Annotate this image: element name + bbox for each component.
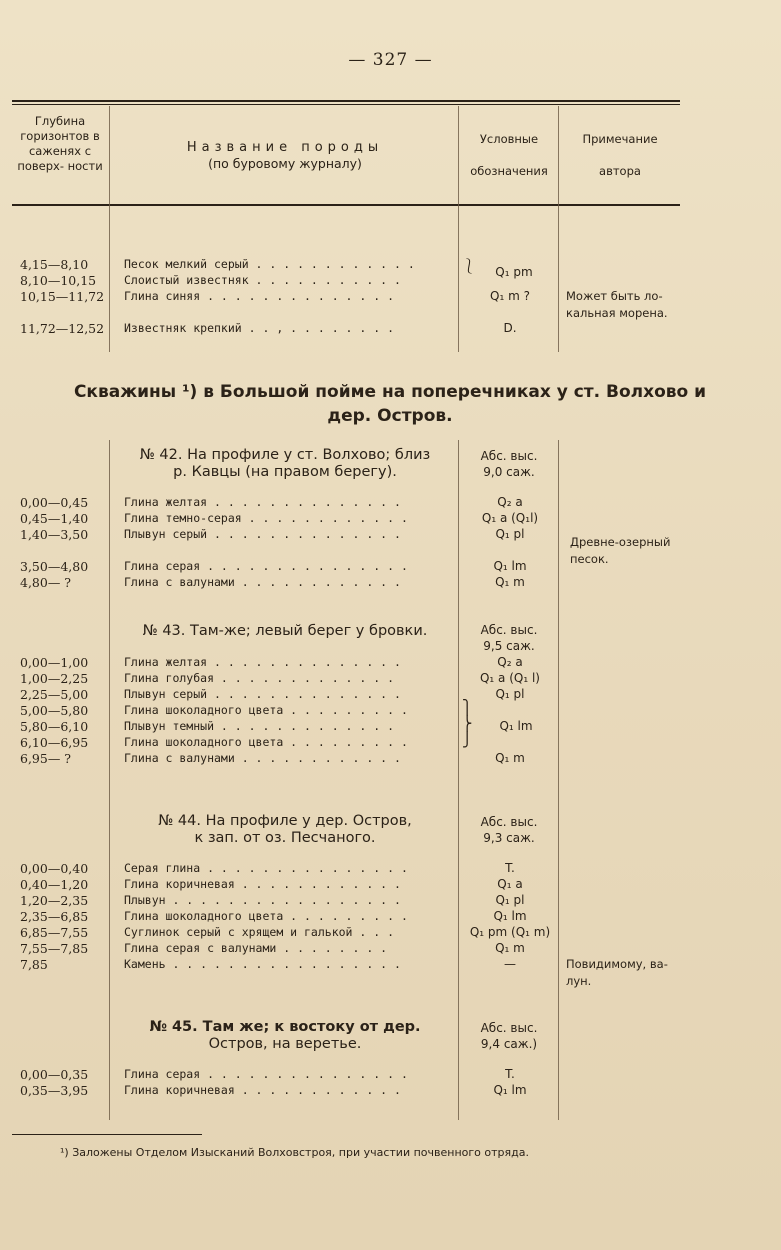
table-row: 10,15—11,72 Глина синяя . . . . . . . . . . . . . . Q₁ m ?	[20, 289, 530, 304]
table-row: 0,00—1,00 Глина желтая . . . . . . . . . . . . . . Q₂ a	[20, 655, 523, 670]
abs-height-label: Абс. выс.	[480, 449, 538, 463]
page-number: — 327 —	[348, 50, 433, 70]
abs-height-label: Абс. выс.	[480, 815, 538, 829]
abs-height-value: 9,5 саж.	[483, 639, 535, 653]
col-line	[109, 106, 110, 352]
footnote: ¹) Заложены Отделом Изысканий Волховстроя, при участии почвенного отряда.	[60, 1146, 529, 1159]
header-top-rule	[12, 100, 680, 102]
section-title-line2: дер. Остров.	[327, 406, 453, 426]
section-title: Скважины ¹) в Большой пойме на поперечниках у ст. Волхово и	[73, 382, 707, 402]
footnote-rule	[12, 1134, 202, 1135]
table-row: 0,40—1,20 Глина коричневая . . . . . . . . . . . . Q₁ a	[20, 877, 523, 892]
header-notes-a: Примечание	[582, 132, 658, 146]
header-rock-sub: (по буровому журналу)	[208, 156, 362, 171]
abs-height-label: Абс. выс.	[480, 1021, 538, 1035]
table-row: 0,00—0,45 Глина желтая . . . . . . . . . . . . . . Q₂ a	[20, 495, 523, 510]
table-row: 4,15—8,10 Песок мелкий серый . . . . . . . . . . . .	[20, 257, 415, 272]
table-row: 11,72—12,52 Известняк крепкий . . , . . . . . . . . D.	[20, 321, 517, 336]
header-rock-name: Название породы	[186, 140, 384, 155]
col-line	[558, 106, 559, 352]
table-row: 2,25—5,00 Плывун серый . . . . . . . . . . . . . . Q₁ pl	[20, 687, 525, 702]
header-symbols-a: Условные	[479, 132, 539, 146]
table-row: 0,00—0,40 Серая глина . . . . . . . . . . . . . . . T.	[20, 861, 515, 876]
table-row: 6,10—6,95 Глина шоколадного цвета . . . . . . . . .	[20, 735, 408, 750]
col-line	[458, 106, 459, 352]
author-note: Повидимому, ва-лун.	[566, 957, 668, 988]
table-row: 1,20—2,35 Плывун . . . . . . . . . . . . . . . . . Q₁ pl	[20, 893, 525, 908]
table-row: 6,95— ? Глина с валунами . . . . . . . . . . . . Q₁ m	[20, 751, 525, 766]
header-bottom-rule	[12, 204, 680, 206]
borehole-45-title2: Остров, на веретье.	[208, 1036, 362, 1052]
table-row: 7,55—7,85 Глина серая с валунами . . . . . . . . Q₁ m	[20, 941, 525, 956]
author-note: Древне-озерный песок.	[570, 535, 671, 566]
brace-code: Q₁ lm	[499, 719, 533, 733]
table-row: 0,00—0,35 Глина серая . . . . . . . . . . . . . . . T.	[20, 1067, 515, 1082]
brace: ⎫ ⎬ ⎭	[462, 700, 473, 748]
brace-code: Q₁ pm	[495, 265, 533, 279]
borehole-43-title: № 43. Там-же; левый берег у бровки.	[142, 623, 428, 639]
header-symbols-b: обозначения	[470, 164, 548, 178]
header-depth: Глубина горизонтов в саженях с поверх- ности	[17, 114, 103, 173]
borehole-44-title: № 44. На профиле у дер. Остров,	[158, 813, 412, 829]
author-note: Может быть ло-кальная морена.	[566, 289, 668, 320]
table-row: 8,10—10,15 Слоистый известняк . . . . . . . . . . .	[20, 273, 401, 288]
table-row: 0,35—3,95 Глина коричневая . . . . . . . . . . . . Q₁ lm	[20, 1083, 527, 1098]
table-row: 2,35—6,85 Глина шоколадного цвета . . . . . . . . . Q₁ lm	[20, 909, 527, 924]
borehole-42-title: № 42. На профиле у ст. Волхово; близ	[139, 447, 431, 463]
borehole-42-title2: р. Кавцы (на правом берегу).	[173, 464, 397, 480]
table-row: 7,85 Камень . . . . . . . . . . . . . . . . . —	[20, 957, 516, 972]
borehole-44-title2: к зап. от оз. Песчаного.	[194, 830, 376, 846]
table-row: 1,00—2,25 Глина голубая . . . . . . . . . . . . . Q₁ a (Q₁ l)	[20, 671, 540, 686]
borehole-45-title: № 45. Там же; к востоку от дер.	[149, 1019, 421, 1035]
table-row: 6,85—7,55 Суглинок серый с хрящем и галькой . . . Q₁ pm (Q₁ m)	[20, 925, 551, 940]
header-top-rule-2	[12, 104, 680, 105]
abs-height-value: 9,0 саж.	[483, 465, 535, 479]
abs-height-value: 9,4 саж.)	[480, 1037, 538, 1051]
abs-height-value: 9,3 саж.	[483, 831, 535, 845]
table-row: 5,00—5,80 Глина шоколадного цвета . . . . . . . . .	[20, 703, 408, 718]
brace: ⎱	[462, 259, 476, 275]
table-row: 4,80— ? Глина с валунами . . . . . . . . . . . . Q₁ m	[20, 575, 525, 590]
table-row: 5,80—6,10 Плывун темный . . . . . . . . . . . . .	[20, 719, 395, 734]
table-row: 3,50—4,80 Глина серая . . . . . . . . . . . . . . . Q₁ lm	[20, 559, 527, 574]
header-notes-b: автора	[599, 164, 641, 178]
table-row: 1,40—3,50 Плывун серый . . . . . . . . . . . . . . Q₁ pl	[20, 527, 525, 542]
abs-height-label: Абс. выс.	[480, 623, 538, 637]
table-row: 0,45—1,40 Глина темно-серая . . . . . . . . . . . . Q₁ a (Q₁l)	[20, 511, 539, 526]
